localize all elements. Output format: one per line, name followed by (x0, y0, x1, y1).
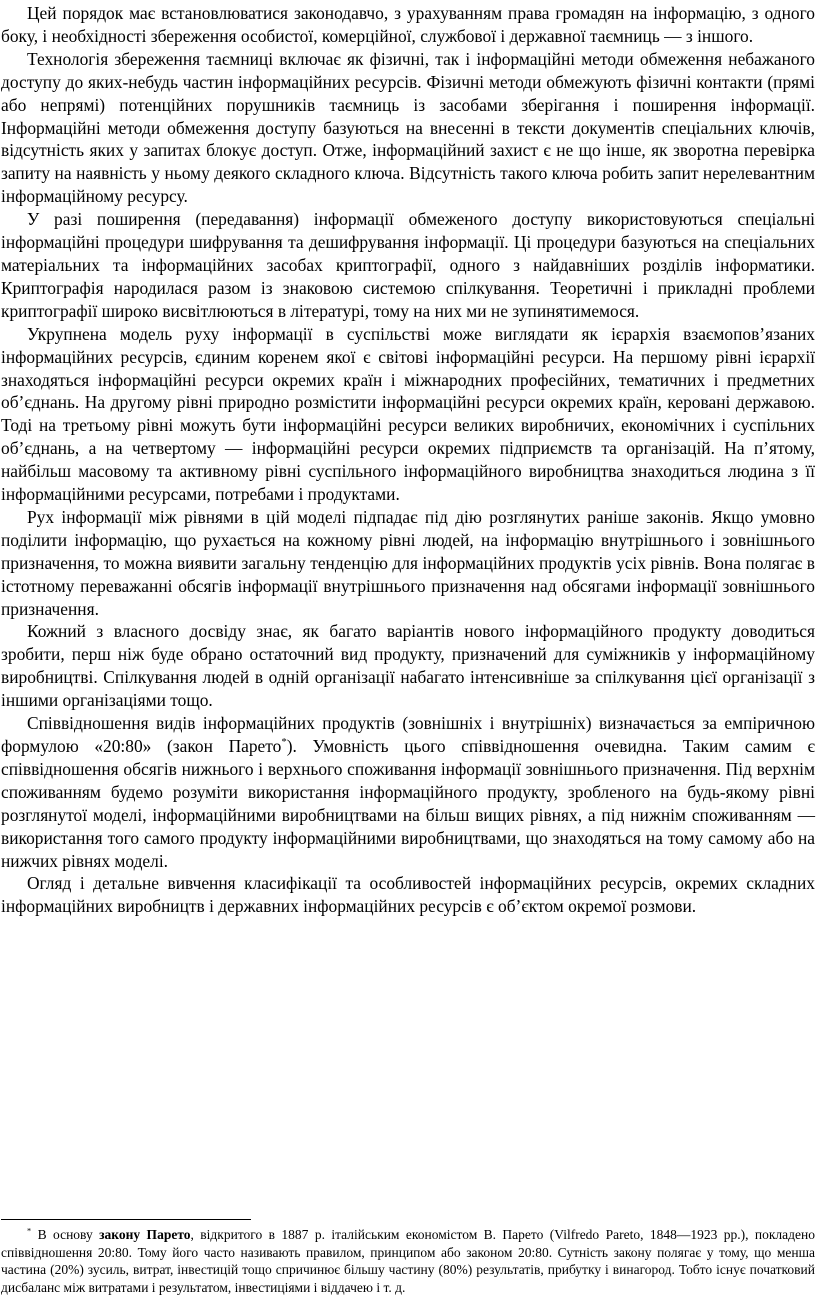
pareto-text-before: Співвідношення видів інформаційних продуктів (зовнішніх і внутрішніх) визначається за емпіричною формулою «20:80» (закон Парето (1, 713, 815, 756)
paragraph-4: Укрупнена модель руху інформації в суспільстві може виглядати як ієрархія взаємопов’язаних інформаційних ресурсів, єдиним коренем якої є світові інформаційні ресурси. На першому рівні ієрархії знаходяться інформаційні ресурси окремих країн і міжнародних професійних, тематичних і предметних об’єднань. На другому рівні природно розмістити інформаційні ресурси окремих країн, керовані державою. Тоді на третьому рівні можуть бути інформаційні ресурси великих виробничих, економічних і суспільних об’єднань, а на четвертому — інформаційні ресурси окремих підприємств та організацій. На п’ятому, найбільш масовому та активному рівні суспільного інформаційного виробництва знаходиться людина з її інформаційними ресурсами, потребами і продуктами. (1, 323, 815, 505)
footnote-separator (1, 1219, 251, 1220)
paragraph-2: Технологія збереження таємниці включає як фізичні, так і інформаційні методи обмеження небажаного доступу до яких-небудь частин інформаційних ресурсів. Фізичні методи обмежують фізичні контакти (прямі або непрямі) потенційних порушників таємниць із засобами зберігання і поширення інформації. Інформаційні методи обмеження доступу базуються на внесенні в тексти документів спеціальних ключів, відсутність яких у запитах блокує доступ. Отже, інформаційний захист є не що інше, як зворотна перевірка запиту на наявність у ньому деякого складного ключа. Відсутність такого ключа робить запит нерелевантним інформаційному ресурсу. (1, 48, 815, 207)
footnote-marker: * (27, 1226, 32, 1236)
paragraph-last: Огляд і детальне вивчення класифікації та особливостей інформаційних ресурсів, окремих складних інформаційних виробництв і державних інформаційних ресурсів є об’єктом окремої розмови. (1, 873, 815, 917)
paragraph-6: Кожний з власного досвіду знає, як багато варіантів нового інформаційного продукту доводиться зробити, перш ніж буде обрано остаточний вид продукту, призначений для суміжників у інформаційному виробництві. Спілкування людей в одній організації набагато інтенсивніше за спілкування цієї організації з іншими організаціями тощо. (1, 621, 815, 711)
footnote-text (1, 1226, 815, 1296)
paragraph-5: Рух інформації між рівнями в цій моделі підпадає під дію розглянутих раніше законів. Якщо умовно поділити інформацію, що рухається на кожному рівні людей, на інформацію внутрішнього і зовнішнього призначення, то можна виявити загальну тенденцію для інформаційних продуктів усіх рівнів. Вона полягає в істотному переважанні обсягів інформації внутрішнього призначення над обсягами інформації зовнішнього призначення. (1, 506, 815, 619)
footnote (1, 1226, 815, 1296)
paragraph-3: У разі поширення (передавання) інформації обмеженого доступу використовуються спеціальні інформаційні процедури шифрування та дешифрування інформації. Ці процедури базуються на спеціальних матеріальних та інформаційних засобах криптографії, одного з найдавніших розділів інформатики. Криптографія народилася разом із знаковою системою спілкування. Теоретичні і прикладні проблеми криптографії широко висвітлюються в літературі, тому на них ми не зупинятимемося. (1, 209, 815, 321)
paragraph-1: Цей порядок має встановлюватися законодавчо, з урахуванням права громадян на інформацію, з одного боку, і необхідності збереження особистої, комерційної, службової і державної таємниць — з іншого. (1, 3, 815, 46)
pareto-text-after: ). Умовність цього співвідношення очевидна. Таким самим є співвідношення обсягів нижнього і верхнього споживання інформації зовнішнього призначення. Під верхнім споживанням будемо розуміти використання інформаційного продукту, зробленого на будь-якому рівні розглянутої моделі, інформаційними виробництвами на більш вищих рівнях, а під нижнім споживанням — використання того самого продукту інформаційними виробництвами, що знаходяться на тому самому або на нижчих рівнях моделі. (1, 736, 816, 871)
footnote-lead: В основу (31, 1227, 100, 1242)
paragraph-pareto (1, 712, 815, 872)
main-text (1, 2, 815, 918)
footnote-term: закону Парето (99, 1227, 191, 1242)
footnote-reference[interactable]: * (281, 736, 287, 749)
footnote-body: , відкритого в 1887 р. італійським економістом В. Парето (Vilfredo Pareto, 1848—1923 рр.), покладено співвідношення 20:80. Тому його часто називають правилом, принципом або законом 20:80. Сутність закону полягає у тому, що менша частина (20%) зусиль, витрат, інвестицій тощо спричинює більшу частину (80%) результатів, прибутку і винагород. Тобто існує початковий дисбаланс між витратами і результатом, інвестиціями і віддачею і т. д. (1, 1227, 815, 1295)
